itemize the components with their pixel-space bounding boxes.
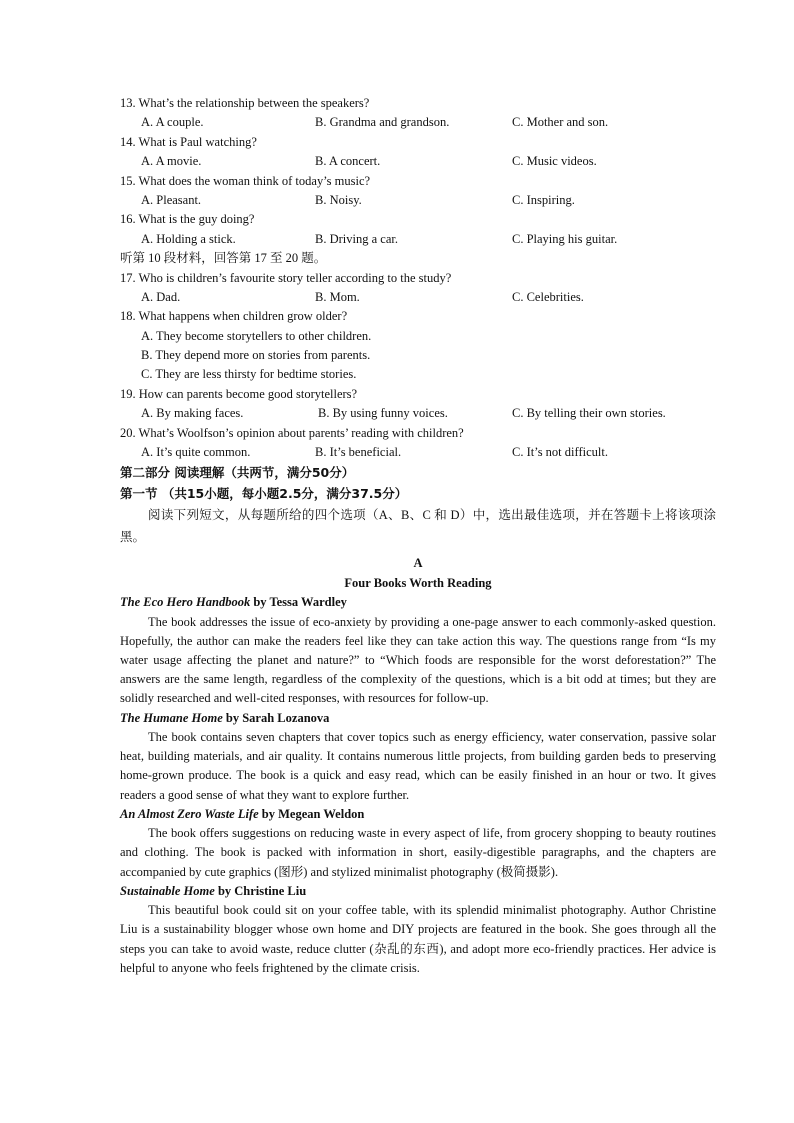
options-row [120,191,716,210]
options-row [120,152,716,171]
book-heading [120,709,716,728]
option-b: B. It’s beneficial. [315,445,402,460]
book-heading [120,805,716,824]
option-a: A. It’s quite common. [141,445,251,460]
option-b: B. Noisy. [315,192,362,207]
option-b: B. They depend more on stories from parents. [141,348,371,363]
book-title: The Eco Hero Handbook [120,595,251,610]
book-description: The book offers suggestions on reducing waste in every aspect of life, from grocery shopping to beauty routines and clothing. The book is packed with information in short, easily-digestible paragraphs, and the chapters are accompanied by cute graphics (图形) and stylized minimalist photography (极简摄影). [120,826,716,879]
exam-page [120,94,716,978]
option-b: B. Driving a car. [315,231,398,246]
option-c: C. Inspiring. [512,192,575,207]
book-author: by Christine Liu [214,883,307,898]
book-title: Sustainable Home [120,883,215,898]
question-stem: 13. What’s the relationship between the speakers? [120,96,370,110]
passage-letter: A [413,556,423,571]
question-stem: 18. What happens when children grow older? [120,309,348,324]
option-b: B. Grandma and grandson. [315,115,450,130]
option-a: A. Dad. [141,289,181,304]
option-a: A. They become storytellers to other children. [141,328,372,343]
book-author: by Sarah Lozanova [222,710,330,725]
question-stem: 15. What does the woman think of today’s music? [120,173,371,188]
options-row [120,404,716,423]
book-description: The book addresses the issue of eco-anxiety by providing a one-page answer to each commonly-asked question. Hopefully, the author can make the readers feel like they can take action this way. The questions range from “Is my water usage affecting the planet and nature?” to “Which foods are responsible for the worst deforestation?” The answers are the same length, regardless of the complexity of the questions, which is a bit odd at times; but they are solidly researched and well-cited responses, with resources for follow-up. [120,614,716,706]
reading-instruction: 阅读下列短文，从每题所给的四个选项（A、B、C 和 D）中，选出最佳选项，并在答题卡上将该项涂黑。 [120,508,716,545]
option-a: A. Pleasant. [141,192,202,207]
book-heading [120,593,716,612]
options-row [120,288,716,307]
book-author: by Megean Weldon [258,806,365,821]
part-heading: 第二部分 阅读理解（共两节，满分50分） [120,465,355,481]
options-row [120,113,716,132]
book-heading [120,882,716,901]
option-b: B. Mom. [315,289,360,304]
question-stem: 17. Who is children’s favourite story teller according to the study? [120,270,452,285]
question-stem: 19. How can parents become good storytellers? [120,386,358,401]
option-b: B. By using funny voices. [318,406,448,421]
section-heading: 第一节 （共15小题，每小题2.5分，满分37.5分） [120,486,408,502]
option-a: A. A couple. [141,115,204,130]
option-c: C. Music videos. [512,154,597,169]
book-title: An Almost Zero Waste Life [120,806,259,821]
question-stem: 20. What’s Woolfson’s opinion about parents’ reading with children? [120,425,464,440]
option-c: C. Celebrities. [512,289,584,304]
book-author: by Tessa Wardley [250,595,347,610]
passage-title: Four Books Worth Reading [344,575,492,590]
section-instruction: 听第 10 段材料，回答第 17 至 20 题。 [120,251,327,266]
option-a: A. A movie. [141,154,202,169]
question-stem: 14. What is Paul watching? [120,134,257,149]
option-c: C. By telling their own stories. [512,406,666,421]
option-a: A. By making faces. [141,406,244,421]
option-a: A. Holding a stick. [141,231,236,246]
options-row [120,230,716,249]
question-stem: 16. What is the guy doing? [120,212,255,227]
book-description: The book contains seven chapters that cover topics such as energy efficiency, water conservation, passive solar heat, building materials, and air quality. It contains numerous little projects, from building garden beds to preserving home-grown produce. The book is a quick and easy read, which can be easily finished in an hour or two. It gives readers a good sense of what they want to explore further. [120,730,716,802]
book-title: The Humane Home [120,710,223,725]
option-c: C. Playing his guitar. [512,231,618,246]
option-c: C. Mother and son. [512,115,609,130]
option-c: C. They are less thirsty for bedtime stories. [141,367,357,382]
option-c: C. It’s not difficult. [512,445,608,460]
book-description: This beautiful book could sit on your coffee table, with its splendid minimalist photography. Author Christine Liu is a sustainability blogger whose own home and DIY projects are featured in the book. She goes through all the steps you can take to avoid waste, reduce clutter (杂乱的东西), and adopt more eco-friendly practices. Her advice is helpful to anyone who feels frightened by the climate crisis. [120,903,716,975]
options-row [120,443,716,462]
option-b: B. A concert. [315,154,381,169]
